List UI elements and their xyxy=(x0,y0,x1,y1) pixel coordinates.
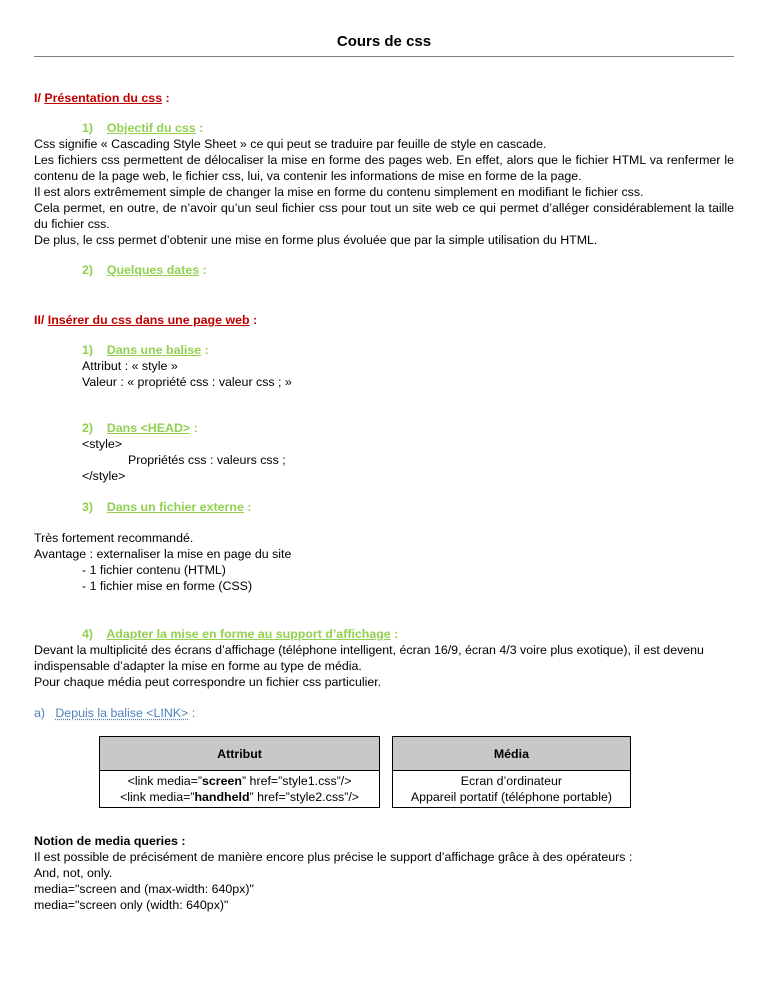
subheading-adapter xyxy=(34,626,398,642)
subheading-suffix: : xyxy=(390,627,399,641)
code-bold: screen xyxy=(202,774,242,788)
subheading-suffix: : xyxy=(188,706,196,720)
code-text: <link media=” xyxy=(127,774,203,788)
code-text: ” href=”style2.css”/> xyxy=(249,790,360,804)
externe-avantage: Avantage : externaliser la mise en page du site xyxy=(34,547,292,561)
subheading-number: a) xyxy=(34,706,46,720)
media-queries-line: media="screen only (width: 640px)" xyxy=(34,898,229,912)
subheading-label: Depuis la balise <LINK> xyxy=(55,706,189,720)
subheading-label: Objectif du css xyxy=(106,121,196,135)
subheading-number: 1) xyxy=(82,343,94,357)
media-table xyxy=(99,736,631,808)
section-number: II/ xyxy=(34,313,45,327)
adapter-paragraph-2: Pour chaque média peut correspondre un fichier css particulier. xyxy=(34,675,382,689)
balise-valeur-line: Valeur : « propriété css : valeur css ; » xyxy=(82,375,292,389)
media-queries-line: Il est possible de précisément de manière encore plus précise le support d’affichage grâce à des opérateurs : xyxy=(34,850,633,864)
subheading-label: Adapter la mise en forme au support d’affichage xyxy=(106,627,391,641)
code-text: ” href=”style1.css”/> xyxy=(241,774,352,788)
media-queries-line: And, not, only. xyxy=(34,866,113,880)
section-suffix: : xyxy=(249,313,258,327)
title-underline xyxy=(34,56,734,57)
subheading-link xyxy=(34,705,195,721)
balise-attribut-line: Attribut : « style » xyxy=(82,359,178,373)
media-queries-line: media="screen and (max-width: 640px)" xyxy=(34,882,254,896)
link-handheld-line xyxy=(101,789,378,805)
section-number: I/ xyxy=(34,91,41,105)
subheading-number: 2) xyxy=(82,263,94,277)
list-item: - 1 fichier contenu (HTML) xyxy=(82,563,226,577)
objectif-paragraph-5: De plus, le css permet d’obtenir une mise en forme plus évoluée que par la simple utilisation du HTML. xyxy=(34,233,598,247)
page-title: Cours de css xyxy=(336,33,432,50)
column-gap xyxy=(380,771,393,808)
subheading-label: Dans <HEAD> xyxy=(106,421,191,435)
subheading-fichier-externe xyxy=(34,499,251,515)
style-open-tag: <style> xyxy=(82,437,122,451)
media-ecran: Ecran d’ordinateur xyxy=(460,774,563,788)
subheading-suffix: : xyxy=(243,500,252,514)
subheading-suffix: : xyxy=(201,343,209,357)
externe-recommande: Très fortement recommandé. xyxy=(34,531,194,545)
section-heading-inserer xyxy=(34,312,257,328)
adapter-paragraph-1: Devant la multiplicité des écrans d’affichage (téléphone intelligent, écran 16/9, écran 4/3 voire plus exotique), il est devenu indispensable d’adapter la mise en forme au type de média. xyxy=(34,643,704,673)
subheading-suffix: : xyxy=(199,263,207,277)
subheading-number: 1) xyxy=(82,121,94,135)
section-label: Insérer du css dans une page web xyxy=(47,313,250,327)
subheading-number: 2) xyxy=(82,421,94,435)
link-screen-line xyxy=(101,773,378,789)
subheading-dates xyxy=(34,262,207,278)
media-portatif: Appareil portatif (téléphone portable) xyxy=(410,790,612,804)
subheading-balise xyxy=(34,342,209,358)
objectif-paragraph-2: Les fichiers css permettent de délocaliser la mise en forme des pages web. En effet, alors que le fichier HTML va renfermer le contenu de la page web, le fichier css, lui, va contenir les informations de mise en forme de la page. xyxy=(34,153,734,183)
media-queries-heading: Notion de media queries : xyxy=(34,834,186,848)
objectif-paragraph-4: Cela permet, en outre, de n’avoir qu’un seul fichier css pour tout un site web ce qui permet d’alléger considérablement la taille du fichier css. xyxy=(34,201,734,231)
section-suffix: : xyxy=(162,91,170,105)
section-heading-presentation xyxy=(34,90,170,106)
code-bold: handheld xyxy=(194,790,250,804)
subheading-suffix: : xyxy=(195,121,204,135)
objectif-paragraph-3: Il est alors extrêmement simple de changer la mise en forme du contenu simplement en modifiant le fichier css. xyxy=(34,185,644,199)
subheading-label: Quelques dates xyxy=(106,263,200,277)
column-header-attribut: Attribut xyxy=(100,737,380,771)
table-cell-attribut xyxy=(100,771,380,808)
list-item: - 1 fichier mise en forme (CSS) xyxy=(82,579,253,593)
section-label: Présentation du css xyxy=(44,91,163,105)
table-cell-media xyxy=(392,771,630,808)
subheading-head xyxy=(34,420,198,436)
subheading-label: Dans un fichier externe xyxy=(106,500,244,514)
table-row xyxy=(100,771,631,808)
column-header-media: Média xyxy=(392,737,630,771)
table-header-row xyxy=(100,737,631,771)
style-close-tag: </style> xyxy=(82,469,126,483)
subheading-number: 4) xyxy=(82,627,94,641)
subheading-objectif xyxy=(34,120,203,136)
subheading-number: 3) xyxy=(82,500,94,514)
subheading-label: Dans une balise xyxy=(106,343,202,357)
column-gap xyxy=(380,737,393,771)
subheading-suffix: : xyxy=(190,421,198,435)
style-inner-line: Propriétés css : valeurs css ; xyxy=(128,453,286,467)
code-text: <link media=” xyxy=(120,790,195,804)
objectif-paragraph-1: Css signifie « Cascading Style Sheet » ce qui peut se traduire par feuille de style en cascade. xyxy=(34,137,547,151)
